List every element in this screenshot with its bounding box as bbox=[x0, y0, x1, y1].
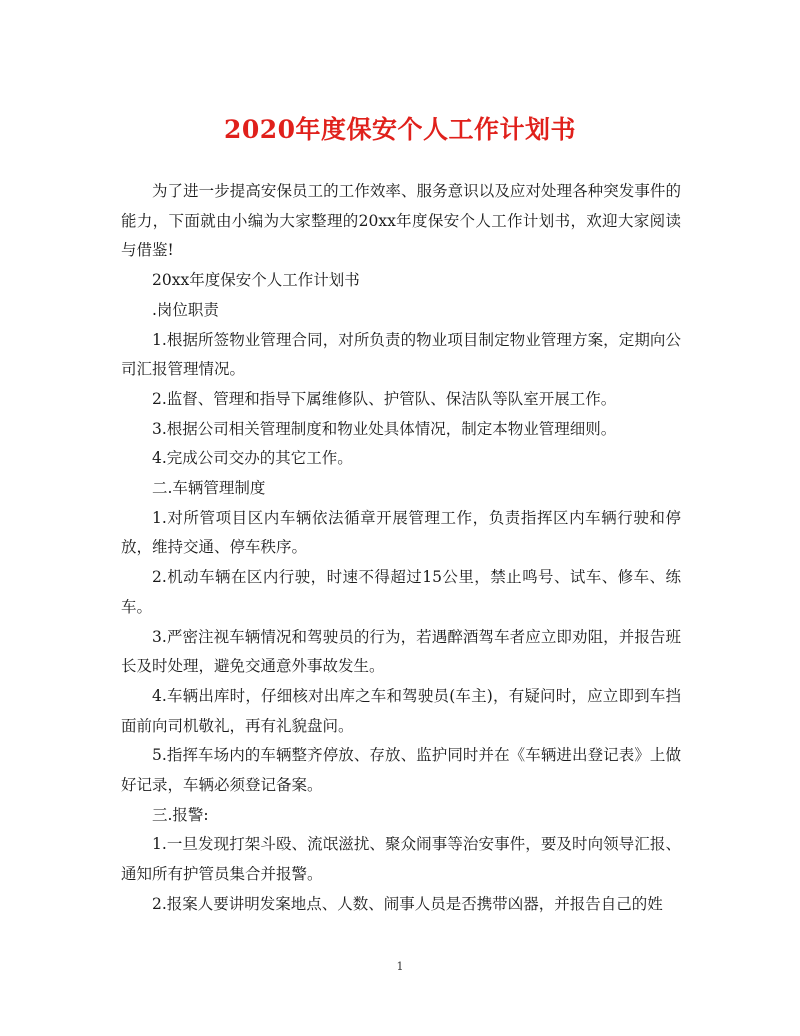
section-heading-alarm: 三.报警: bbox=[152, 805, 209, 824]
paragraph-alarm-1: 1.一旦发现打架斗殴、流氓滋扰、聚众闹事等治安事件，要及时向领导汇报、通知所有护管员集合并报警。 bbox=[121, 835, 681, 884]
paragraph-vehicle-4: 4.车辆出库时，仔细核对出库之车和驾驶员(车主)，有疑问时，应立即到车挡面前向司机敬礼，再有礼貌盘问。 bbox=[121, 686, 681, 735]
paragraph-vehicle-1: 1.对所管项目区内车辆依法循章开展管理工作，负责指挥区内车辆行驶和停放，维持交通、停车秩序。 bbox=[121, 508, 681, 557]
paragraph-subtitle: 20xx年度保安个人工作计划书 bbox=[152, 271, 360, 290]
section-heading-vehicle: 二.车辆管理制度 bbox=[152, 479, 266, 498]
paragraph-alarm-2: 2.报案人要讲明发案地点、人数、闹事人员是否携带凶器，并报告自己的姓 bbox=[152, 894, 663, 913]
paragraph-vehicle-3: 3.严密注视车辆情况和驾驶员的行为，若遇醉酒驾车者应立即劝阻，并报告班长及时处理，避免交通意外事故发生。 bbox=[121, 627, 681, 676]
page-number: 1 bbox=[396, 960, 404, 973]
paragraph-vehicle-2: 2.机动车辆在区内行驶，时速不得超过15公里，禁止鸣号、试车、修车、练车。 bbox=[121, 568, 681, 616]
paragraph-duty-2: 2.监督、管理和指导下属维修队、护管队、保洁队等队室开展工作。 bbox=[152, 389, 617, 408]
document-body bbox=[121, 177, 681, 920]
paragraph-duty-4: 4.完成公司交办的其它工作。 bbox=[152, 449, 353, 468]
paragraph-duty-3: 3.根据公司相关管理制度和物业处具体情况，制定本物业管理细则。 bbox=[152, 419, 617, 438]
section-heading-duties: .岗位职责 bbox=[152, 300, 219, 319]
paragraph-intro: 为了进一步提高安保员工的工作效率、服务意识以及应对处理各种突发事件的能力，下面就由小编为大家整理的20xx年度保安个人工作计划书，欢迎大家阅读与借鉴! bbox=[121, 182, 681, 260]
paragraph-duty-1: 1.根据所签物业管理合同，对所负责的物业项目制定物业管理方案，定期向公司汇报管理情况。 bbox=[121, 330, 681, 379]
document-title: 2020年度保安个人工作计划书 bbox=[223, 115, 577, 144]
paragraph-vehicle-5: 5.指挥车场内的车辆整齐停放、存放、监护同时并在《车辆进出登记表》上做好记录，车辆必须登记备案。 bbox=[121, 746, 681, 795]
